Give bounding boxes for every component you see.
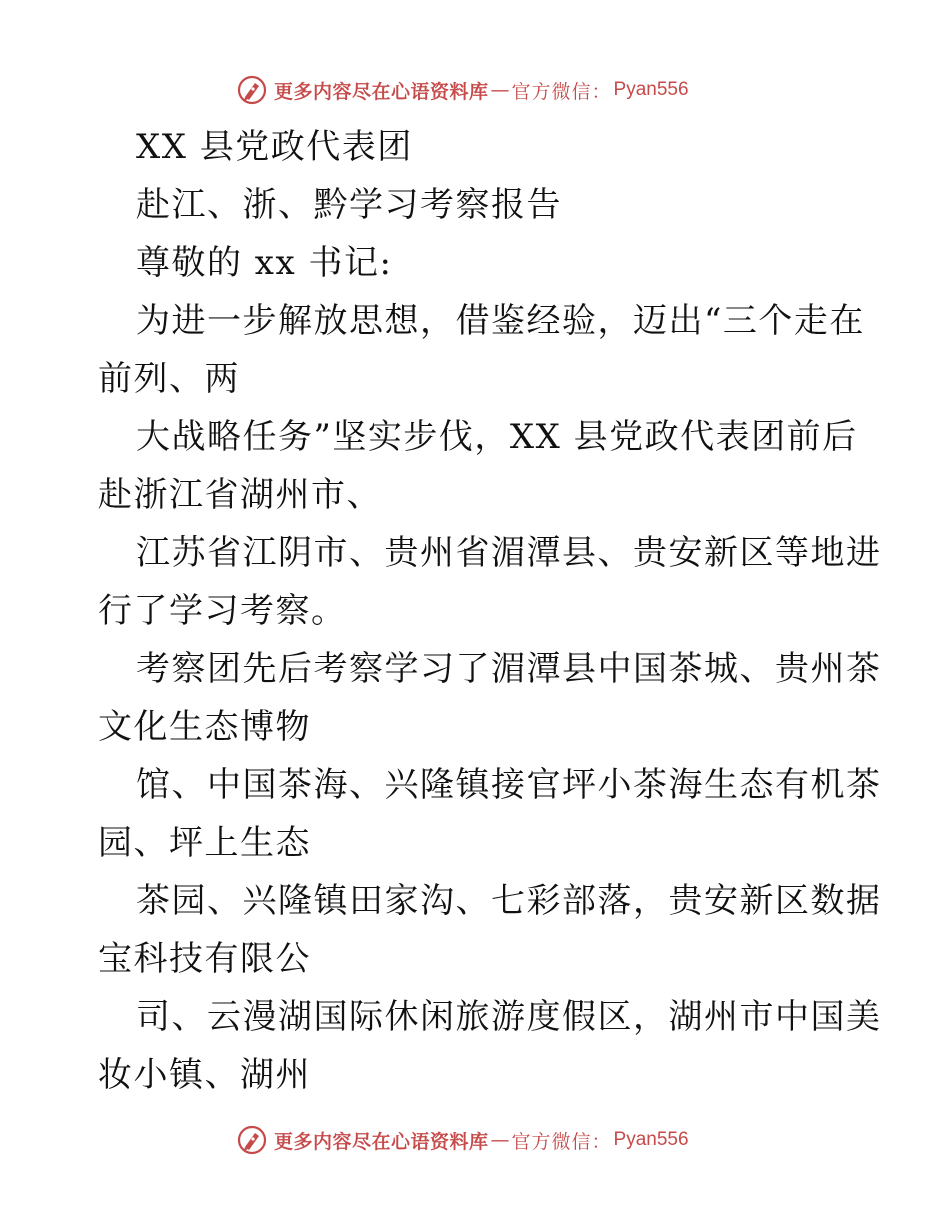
document-body	[98, 118, 882, 1104]
watermark-wechat-label: 官方微信：	[511, 80, 612, 103]
doc-line: 江苏省江阴市、贵州省湄潭县、贵安新区等地进	[136, 533, 882, 573]
watermark-separator: —	[490, 1129, 510, 1151]
doc-line: 前列、两	[98, 359, 240, 399]
doc-line: 大战略任务”坚实步伐，XX 县党政代表团前后	[136, 417, 858, 457]
doc-line: 妆小镇、湖州	[98, 1055, 311, 1095]
watermark-wechat-id: Pyan556	[613, 79, 689, 100]
doc-line: 赴江、浙、黔学习考察报告	[136, 185, 562, 225]
doc-line: 赴浙江省湖州市、	[98, 475, 382, 515]
pen-nib-logo-icon	[236, 74, 268, 106]
doc-line: 文化生态博物	[98, 707, 311, 747]
doc-line: XX 县党政代表团	[136, 127, 413, 167]
doc-line: 宝科技有限公	[98, 939, 311, 979]
watermark-separator: —	[490, 79, 510, 101]
doc-line: 馆、中国茶海、兴隆镇接官坪小茶海生态有机茶	[136, 765, 882, 805]
doc-line: 行了学习考察。	[98, 591, 347, 631]
pen-nib-logo-icon	[236, 1124, 268, 1156]
doc-line: 园、坪上生态	[98, 823, 311, 863]
doc-line: 司、云漫湖国际休闲旅游度假区，湖州市中国美	[136, 997, 882, 1037]
header-watermark	[236, 72, 689, 108]
watermark-title: 更多内容尽在心语资料库	[274, 1130, 489, 1153]
doc-line: 尊敬的 xx 书记:	[136, 243, 393, 283]
watermark-wechat-label: 官方微信：	[511, 1130, 612, 1153]
watermark-wechat-id: Pyan556	[613, 1129, 689, 1150]
footer-watermark	[236, 1122, 689, 1158]
doc-line: 茶园、兴隆镇田家沟、七彩部落，贵安新区数据	[136, 881, 882, 921]
doc-line: 为进一步解放思想，借鉴经验，迈出“三个走在	[136, 301, 865, 341]
doc-line: 考察团先后考察学习了湄潭县中国茶城、贵州茶	[136, 649, 882, 689]
watermark-title: 更多内容尽在心语资料库	[274, 80, 489, 103]
